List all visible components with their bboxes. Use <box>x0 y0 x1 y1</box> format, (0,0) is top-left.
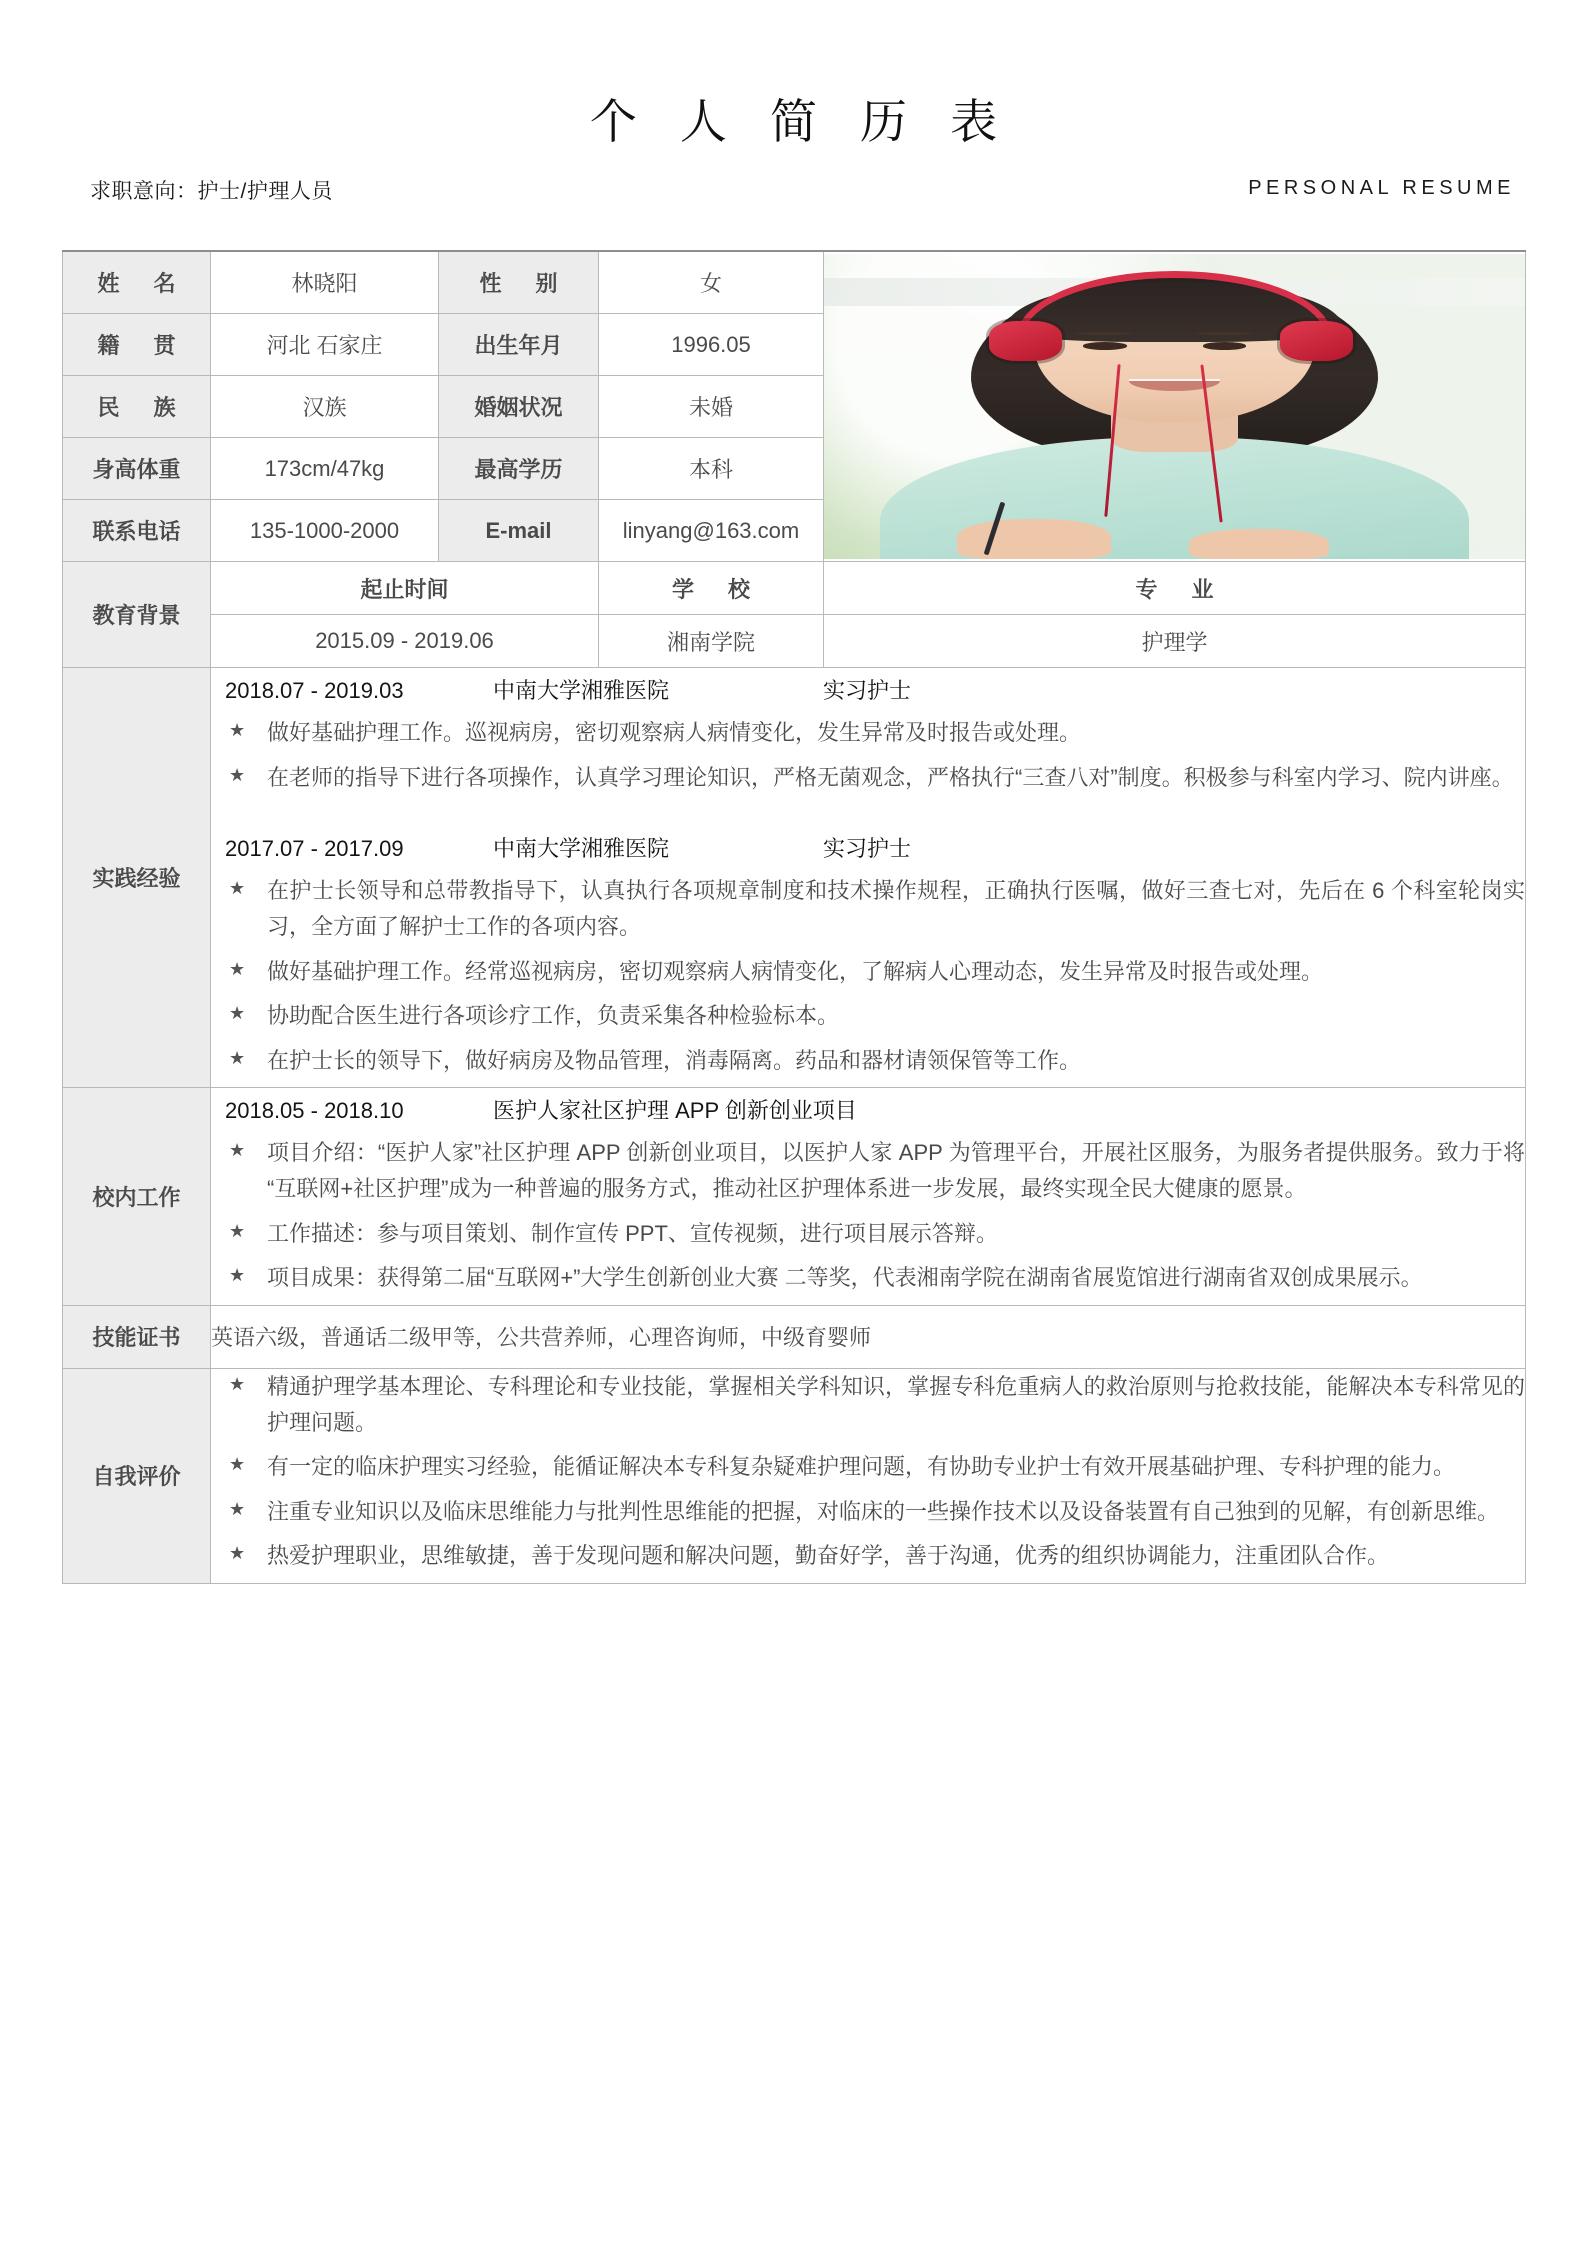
bullet-list <box>211 1369 1525 1574</box>
list-item: ★ 做好基础护理工作。巡视病房，密切观察病人病情变化，发生异常及时报告或处理。 <box>211 715 1525 751</box>
job-objective: 求职意向：护士/护理人员 <box>90 180 333 203</box>
job-role: 实习护士 <box>823 836 912 862</box>
bullet-list <box>211 873 1525 1078</box>
job-role: 实习护士 <box>823 678 912 703</box>
table-row <box>63 1368 1526 1583</box>
label-height-weight: 身高体重 <box>63 438 211 500</box>
list-item: ★ 热爱护理职业，思维敏捷，善于发现问题和解决问题，勤奋好学，善于沟通，优秀的组织协调能力，注重团队合作。 <box>211 1538 1525 1574</box>
value-period: 2015.09 - 2019.06 <box>211 615 599 668</box>
table-row <box>63 562 1526 615</box>
project-header <box>225 1094 1525 1125</box>
list-item: ★ 协助配合医生进行各项诊疗工作，负责采集各种检验标本。 <box>211 998 1525 1034</box>
photo-hand-left <box>957 519 1111 559</box>
job-organization: 中南大学湘雅医院 <box>493 836 670 862</box>
value-name: 林晓阳 <box>211 251 439 314</box>
list-item: ★ 在护士长的领导下，做好病房及物品管理，消毒隔离。药品和器材请领保管等工作。 <box>211 1043 1525 1079</box>
list-item: ★ 有一定的临床护理实习经验，能循证解决本专科复杂疑难护理问题，有协助专业护士有效开展基础护理、专科护理的能力。 <box>211 1449 1525 1485</box>
resume-table <box>62 250 1526 1584</box>
list-item: ★ 项目成果：获得第二届“互联网+”大学生创新创业大赛 二等奖，代表湘南学院在湖南省展览馆进行湖南省双创成果展示。 <box>211 1260 1525 1296</box>
header-major: 专 业 <box>824 562 1526 615</box>
certificates-value: 英语六级，普通话二级甲等，公共营养师，心理咨询师，中级育婴师 <box>211 1305 1526 1368</box>
table-row <box>63 668 1526 1088</box>
headphone-cup-left-icon <box>989 321 1063 361</box>
job-header <box>225 674 1525 705</box>
label-name: 姓 名 <box>63 251 211 314</box>
applicant-photo <box>824 254 1525 559</box>
photo-hand-right <box>1189 529 1329 560</box>
label-marital-status: 婚姻状况 <box>439 376 599 438</box>
job-date: 2018.07 - 2019.03 <box>225 678 404 703</box>
value-hometown: 河北 石家庄 <box>211 314 439 376</box>
resume-subtitle-en: PERSONAL RESUME <box>1248 177 1515 199</box>
value-phone: 135-1000-2000 <box>211 500 439 562</box>
job-header <box>225 832 1525 863</box>
page-title: 个 人 简 历 表 <box>589 95 1013 148</box>
bullet-list <box>211 1135 1525 1296</box>
value-birth: 1996.05 <box>599 314 824 376</box>
label-education-level: 最高学历 <box>439 438 599 500</box>
section-label-campus-work: 校内工作 <box>63 1088 211 1306</box>
section-label-education: 教育背景 <box>63 562 211 668</box>
value-school: 湘南学院 <box>599 615 824 668</box>
label-phone: 联系电话 <box>63 500 211 562</box>
section-content-campus-work <box>211 1088 1526 1306</box>
value-major: 护理学 <box>824 615 1526 668</box>
list-item: ★ 在护士长领导和总带教指导下，认真执行各项规章制度和技术操作规程，正确执行医嘱，做好三查七对，先后在 6 个科室轮岗实习，全方面了解护士工作的各项内容。 <box>211 873 1525 944</box>
project-date: 2018.05 - 2018.10 <box>225 1098 404 1124</box>
section-label-certificates: 技能证书 <box>63 1305 211 1368</box>
avatar <box>824 251 1526 562</box>
job-date: 2017.07 - 2017.09 <box>225 836 404 862</box>
section-label-practice: 实践经验 <box>63 668 211 1088</box>
spacer <box>211 804 1525 826</box>
value-height-weight: 173cm/47kg <box>211 438 439 500</box>
list-item: ★ 项目介绍：“医护人家”社区护理 APP 创新创业项目，以医护人家 APP 为管理平台，开展社区服务，为服务者提供服务。致力于将“互联网+社区护理”成为一种普遍的服务方式，推动社区护理体系进一步发展，最终实现全民大健康的愿景。 <box>211 1135 1525 1206</box>
headphone-cup-right-icon <box>1280 321 1354 361</box>
value-ethnicity: 汉族 <box>211 376 439 438</box>
label-email: E-mail <box>439 500 599 562</box>
section-content-self-evaluation <box>211 1368 1526 1583</box>
value-marital-status: 未婚 <box>599 376 824 438</box>
list-item: ★ 精通护理学基本理论、专科理论和专业技能，掌握相关学科知识，掌握专科危重病人的救治原则与抢救技能，能解决本专科常见的护理问题。 <box>211 1369 1525 1440</box>
table-row <box>63 251 1526 314</box>
section-label-self-evaluation: 自我评价 <box>63 1368 211 1583</box>
value-email: linyang@163.com <box>599 500 824 562</box>
value-gender: 女 <box>599 251 824 314</box>
value-education-level: 本科 <box>599 438 824 500</box>
list-item: ★ 工作描述：参与项目策划、制作宣传 PPT、宣传视频，进行项目展示答辩。 <box>211 1216 1525 1252</box>
section-content-practice <box>211 668 1526 1088</box>
table-row <box>63 1088 1526 1306</box>
job-organization: 中南大学湘雅医院 <box>493 678 670 703</box>
label-ethnicity: 民 族 <box>63 376 211 438</box>
project-name: 医护人家社区护理 APP 创新创业项目 <box>493 1098 857 1124</box>
label-hometown: 籍 贯 <box>63 314 211 376</box>
header-school: 学 校 <box>599 562 824 615</box>
list-item: ★ 在老师的指导下进行各项操作，认真学习理论知识，严格无菌观念，严格执行“三查八对”制度。积极参与科室内学习、院内讲座。 <box>211 760 1525 796</box>
label-birth: 出生年月 <box>439 314 599 376</box>
bullet-list <box>211 715 1525 795</box>
table-row <box>63 615 1526 668</box>
table-row <box>63 1305 1526 1368</box>
header-period: 起止时间 <box>211 562 599 615</box>
label-gender: 性 别 <box>439 251 599 314</box>
list-item: ★ 做好基础护理工作。经常巡视病房，密切观察病人病情变化，了解病人心理动态，发生异常及时报告或处理。 <box>211 954 1525 990</box>
header-row <box>0 175 1587 209</box>
list-item: ★ 注重专业知识以及临床思维能力与批判性思维能的把握，对临床的一些操作技术以及设备装置有自己独到的见解，有创新思维。 <box>211 1494 1525 1530</box>
